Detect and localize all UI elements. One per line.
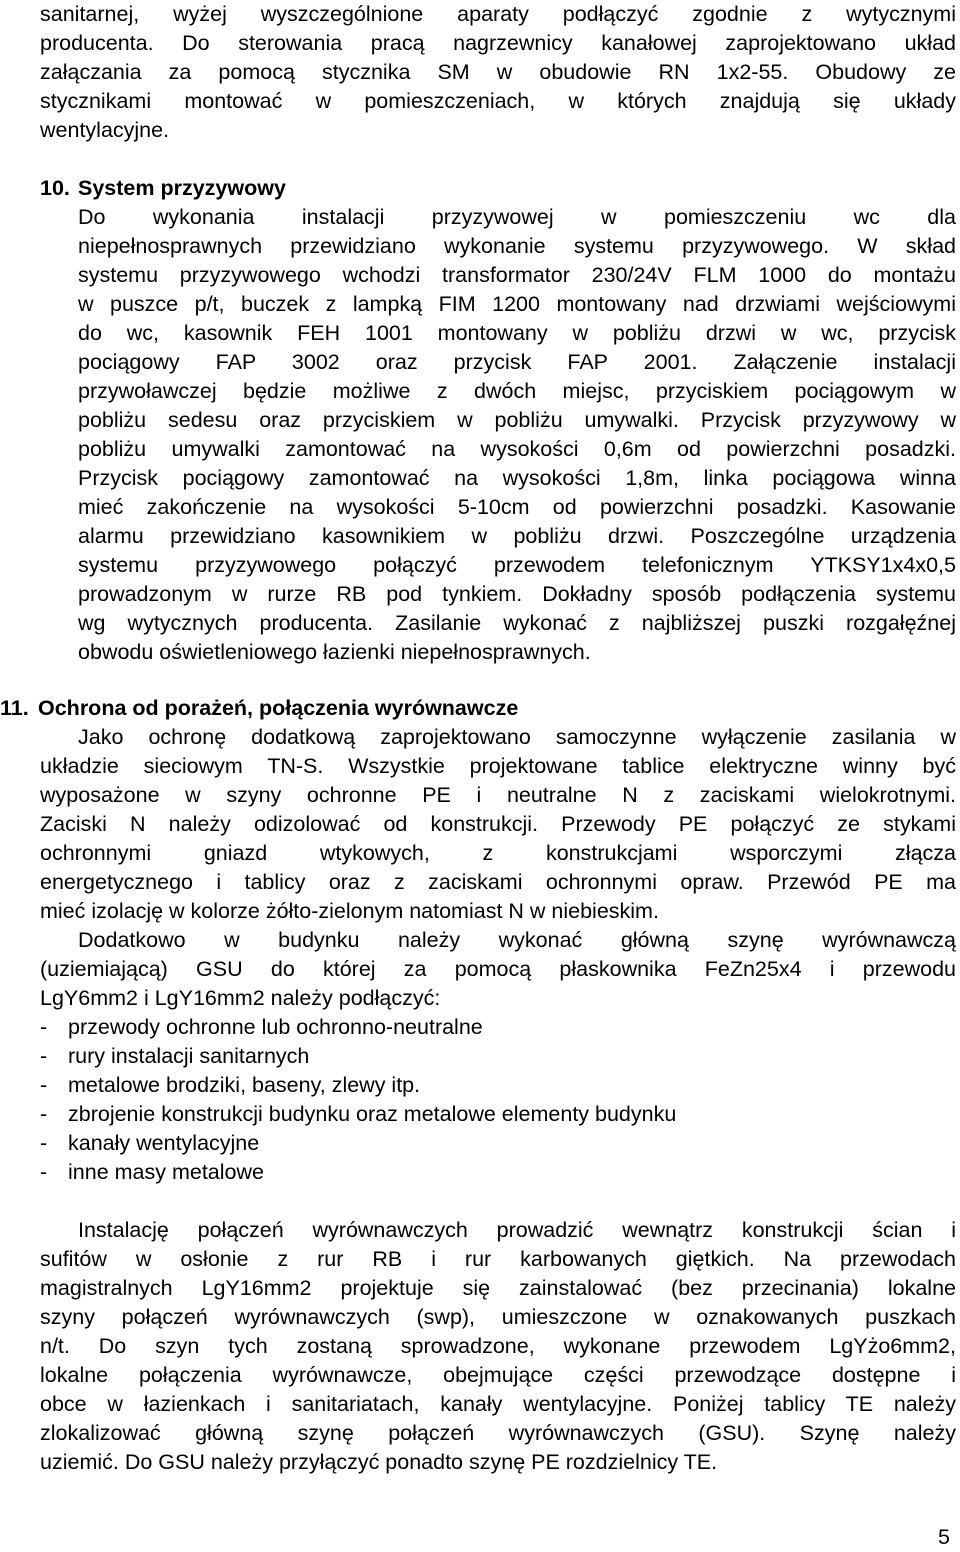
- text-line: stycznikami montować w pomieszczeniach, w których znajdują się układy: [40, 89, 956, 113]
- list-item: [40, 1129, 259, 1158]
- text-line: obwodu oświetleniowego łazienki niepełnosprawnych.: [78, 640, 591, 664]
- text-line: energetycznego i tablicy oraz z zaciskami ochronnymi opraw. Przewód PE ma: [40, 870, 956, 894]
- list-item: [40, 1071, 420, 1100]
- text-line: niepełnosprawnych przewidziano wykonanie systemu przyzywowego. W skład: [78, 234, 956, 258]
- text-line: zlokalizować główną szynę połączeń wyrównawczych (GSU). Szynę należy: [40, 1421, 956, 1445]
- bullet-marker: -: [40, 1015, 48, 1039]
- list-item-text: przewody ochronne lub ochronno-neutralne: [68, 1015, 483, 1039]
- section-11-heading: [0, 694, 518, 723]
- text-line: do wc, kasownik FEH 1001 montowany w pobliżu drzwi w wc, przycisk: [78, 321, 956, 345]
- text-line: Zaciski N należy odizolować od konstrukcji. Przewody PE połączyć ze stykami: [40, 812, 956, 836]
- text-line: obce w łazienkach i sanitariatach, kanały wentylacyjne. Poniżej tablicy TE należy: [40, 1392, 956, 1416]
- text-line: uziemić. Do GSU należy przyłączyć ponadto szynę PE rozdzielnicy TE.: [40, 1450, 718, 1474]
- bullet-marker: -: [40, 1131, 48, 1155]
- text-line: załączania za pomocą stycznika SM w obudowie RN 1x2-55. Obudowy ze: [40, 60, 956, 84]
- section-title: System przyzywowy: [78, 176, 286, 200]
- text-line: sufitów w osłonie z rur RB i rur karbowanych giętkich. Na przewodach: [40, 1247, 956, 1271]
- text-line: systemu przyzywowego wchodzi transformator 230/24V FLM 1000 do montażu: [78, 263, 956, 287]
- list-item: [40, 1013, 483, 1042]
- section-number: 11.: [0, 696, 29, 720]
- section-10-heading: [40, 174, 286, 203]
- text-line: Jako ochronę dodatkową zaprojektowano samoczynne wyłączenie zasilania w: [78, 725, 956, 749]
- text-line: alarmu przewidziano kasownikiem w pobliżu drzwi. Poszczególne urządzenia: [78, 524, 956, 548]
- text-line: Przycisk pociągowy zamontować na wysokości 1,8m, linka pociągowa winna: [78, 466, 956, 490]
- text-line: wyposażone w szyny ochronne PE i neutralne N z zaciskami wielokrotnymi.: [40, 783, 956, 807]
- text-line: n/t. Do szyn tych zostaną sprowadzone, wykonane przewodem LgYżo6mm2,: [40, 1334, 956, 1358]
- text-line: mieć zakończenie na wysokości 5-10cm od powierzchni posadzki. Kasowanie: [78, 495, 956, 519]
- list-item-text: zbrojenie konstrukcji budynku oraz metalowe elementy budynku: [68, 1102, 677, 1126]
- text-line: Dodatkowo w budynku należy wykonać główną szynę wyrównawczą: [78, 928, 956, 952]
- bullet-marker: -: [40, 1160, 48, 1184]
- text-line: w puszce p/t, buczek z lampką FIM 1200 montowany nad drzwiami wejściowymi: [78, 292, 956, 316]
- text-line: układzie sieciowym TN-S. Wszystkie projektowane tablice elektryczne winny być: [40, 754, 956, 778]
- text-line: wg wytycznych producenta. Zasilanie wykonać z najbliższej puszki rozgałęźnej: [78, 611, 956, 635]
- bullet-marker: -: [40, 1073, 48, 1097]
- bullet-marker: -: [40, 1102, 48, 1126]
- text-line: pobliżu umywalki zamontować na wysokości 0,6m od powierzchni posadzki.: [78, 437, 956, 461]
- text-line: (uziemiającą) GSU do której za pomocą płaskownika FeZn25x4 i przewodu: [40, 957, 956, 981]
- page-number: 5: [938, 1525, 950, 1549]
- list-item-text: inne masy metalowe: [68, 1160, 264, 1184]
- text-line: wentylacyjne.: [40, 118, 170, 142]
- text-line: Do wykonania instalacji przyzywowej w pomieszczeniu wc dla: [78, 205, 956, 229]
- text-line: lokalne połączenia wyrównawcze, obejmujące części przewodzące dostępne i: [40, 1363, 956, 1387]
- text-line: LgY6mm2 i LgY16mm2 należy podłączyć:: [40, 986, 441, 1010]
- text-line: mieć izolację w kolorze żółto-zielonym natomiast N w niebieskim.: [40, 899, 659, 923]
- section-number: 10.: [40, 176, 70, 200]
- text-line: szyny połączeń wyrównawczych (swp), umieszczone w oznakowanych puszkach: [40, 1305, 956, 1329]
- section-title: Ochrona od porażeń, połączenia wyrównawcze: [38, 696, 519, 720]
- text-line: Instalację połączeń wyrównawczych prowadzić wewnątrz konstrukcji ścian i: [78, 1218, 956, 1242]
- text-line: magistralnych LgY16mm2 projektuje się zainstalować (bez przecinania) lokalne: [40, 1276, 956, 1300]
- list-item-text: metalowe brodziki, baseny, zlewy itp.: [68, 1073, 421, 1097]
- text-line: ochronnymi gniazd wtykowych, z konstrukcjami wsporczymi złącza: [40, 841, 956, 865]
- list-item: [40, 1100, 676, 1129]
- list-item-text: rury instalacji sanitarnych: [68, 1044, 310, 1068]
- text-line: systemu przyzywowego połączyć przewodem telefonicznym YTKSY1x4x0,5: [78, 553, 956, 577]
- text-line: pociągowy FAP 3002 oraz przycisk FAP 2001. Załączenie instalacji: [78, 350, 956, 374]
- text-line: producenta. Do sterowania pracą nagrzewnicy kanałowej zaprojektowano układ: [40, 31, 956, 55]
- list-item-text: kanały wentylacyjne: [68, 1131, 260, 1155]
- text-line: sanitarnej, wyżej wyszczególnione aparaty podłączyć zgodnie z wytycznymi: [40, 2, 956, 26]
- bullet-marker: -: [40, 1044, 48, 1068]
- text-line: prowadzonym w rurze RB pod tynkiem. Dokładny sposób podłączenia systemu: [78, 582, 956, 606]
- list-item: [40, 1042, 309, 1071]
- list-item: [40, 1158, 264, 1187]
- text-line: pobliżu sedesu oraz przyciskiem w pobliżu umywalki. Przycisk przyzywowy w: [78, 408, 956, 432]
- text-line: przywoławczej będzie możliwe z dwóch miejsc, przyciskiem pociągowym w: [78, 379, 956, 403]
